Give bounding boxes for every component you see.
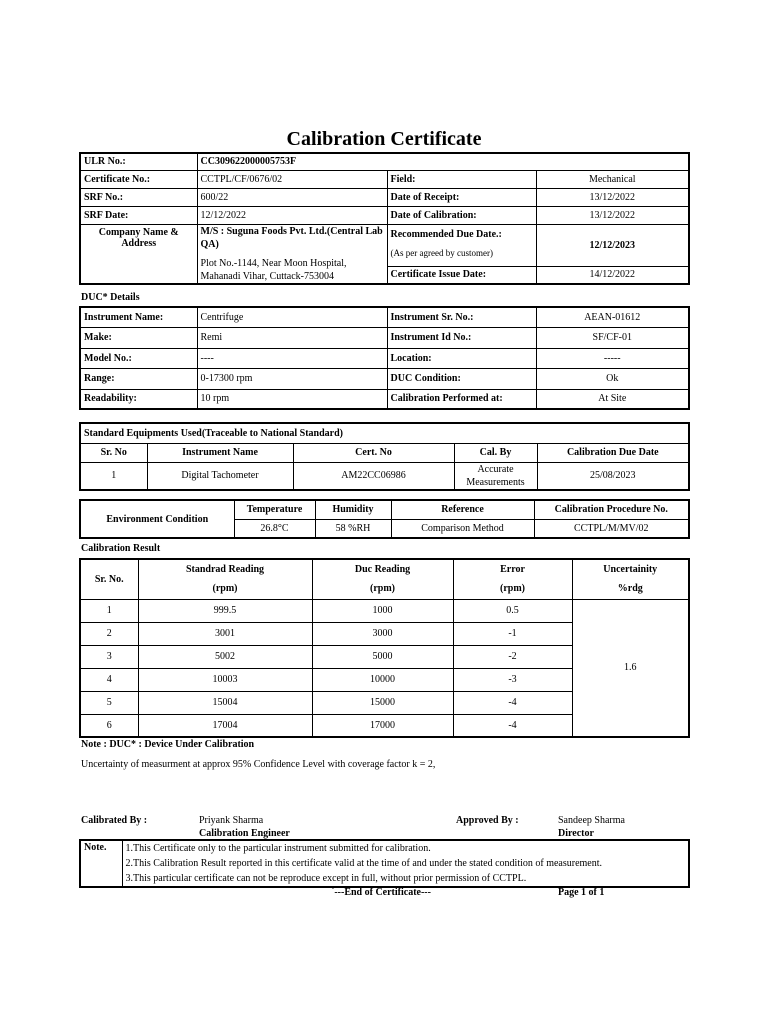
company-label: Company Name & Address (80, 224, 197, 284)
duc-serial-label: Instrument Sr. No.: (387, 307, 536, 327)
result-sr: 2 (80, 622, 138, 645)
duc-model-value: ---- (197, 348, 387, 368)
result-col-sr: Sr. No. (80, 559, 138, 599)
result-col-std: Standrad Reading (138, 559, 312, 579)
result-col-error: Error (453, 559, 572, 579)
duc-readability-value: 10 rpm (197, 389, 387, 409)
duc-note: Note : DUC* : Device Under Calibration (81, 739, 255, 750)
calibration-date-label: Date of Calibration: (387, 206, 536, 224)
issue-date-label: Certificate Issue Date: (387, 266, 536, 284)
certificate-no-value: CCTPL/CF/0676/02 (197, 170, 387, 188)
duc-instrument-name-label: Instrument Name: (80, 307, 197, 327)
uncertainty-note: Uncertainty of measurment at approx 95% Confidence Level with coverage factor k = 2, (81, 759, 436, 770)
result-std: 999.5 (138, 599, 312, 622)
result-sr: 3 (80, 645, 138, 668)
note-line-1: 1.This Certificate only to the particular instrument submitted for calibration. (125, 843, 431, 854)
std-col-sr: Sr. No (80, 443, 147, 462)
duc-instrument-name-value: Centrifuge (197, 307, 387, 327)
result-error: -4 (453, 714, 572, 737)
duc-performed-at-value: At Site (536, 389, 689, 409)
duc-make-label: Make: (80, 327, 197, 348)
std-sr: 1 (80, 462, 147, 490)
env-temperature: 26.8°C (234, 519, 315, 538)
receipt-date-label: Date of Receipt: (387, 188, 536, 206)
duc-section-label: DUC* Details (81, 292, 140, 303)
result-error: -4 (453, 691, 572, 714)
standard-heading: Standard Equipments Used(Traceable to National Standard) (80, 423, 689, 443)
duc-readability-label: Readability: (80, 389, 197, 409)
approved-by-name: Sandeep Sharma (558, 815, 625, 826)
result-error: -2 (453, 645, 572, 668)
duc-serial-value: AEAN-01612 (536, 307, 689, 327)
result-error: -1 (453, 622, 572, 645)
env-col-reference: Reference (391, 500, 534, 519)
std-calby: Accurate Measurements (454, 462, 537, 490)
duc-condition-value: Ok (536, 368, 689, 389)
notes-table (79, 839, 690, 888)
result-duc: 17000 (312, 714, 453, 737)
std-col-instrument: Instrument Name (147, 443, 293, 462)
certificate-no-label: Certificate No.: (80, 170, 197, 188)
result-std: 10003 (138, 668, 312, 691)
duc-location-value: ----- (536, 348, 689, 368)
result-section-label: Calibration Result (81, 543, 161, 554)
issue-date-value: 14/12/2022 (536, 266, 689, 284)
due-date-cell (387, 224, 536, 266)
environment-table (79, 499, 690, 539)
result-col-uncertainty: Uncertainity (572, 559, 689, 579)
due-date-label: Recommended Due Date.: (390, 228, 502, 240)
calibrated-by-role: Calibration Engineer (199, 828, 290, 839)
receipt-date-value: 13/12/2022 (536, 188, 689, 206)
result-error: -3 (453, 668, 572, 691)
notes-lines (122, 840, 689, 887)
note-line-2: 2.This Calibration Result reported in this certificate valid at the time of and under the stated condition of measurement. (125, 858, 603, 869)
ulr-value: CC309622000005753F (197, 153, 689, 170)
note-line-3: 3.This particular certificate can not be reproduce except in full, without prior permission of CCTPL. (125, 873, 527, 884)
srf-no-label: SRF No.: (80, 188, 197, 206)
result-col-duc: Duc Reading (312, 559, 453, 579)
page-number: Page 1 of 1 (558, 887, 605, 898)
srf-date-label: SRF Date: (80, 206, 197, 224)
field-value: Mechanical (536, 170, 689, 188)
ulr-label: ULR No.: (80, 153, 197, 170)
due-date-note: (As per agreed by customer) (390, 247, 493, 258)
result-std: 5002 (138, 645, 312, 668)
result-sr: 4 (80, 668, 138, 691)
calibrated-by-label: Calibrated By : (81, 815, 148, 826)
end-of-certificate: `---End of Certificate--- (331, 887, 431, 898)
duc-range-label: Range: (80, 368, 197, 389)
result-std: 15004 (138, 691, 312, 714)
environment-label: Environment Condition (80, 500, 234, 538)
result-unit-duc: (rpm) (312, 579, 453, 599)
table-row (80, 599, 689, 622)
duc-table (79, 306, 690, 410)
field-label: Field: (387, 170, 536, 188)
duc-id-label: Instrument Id No.: (387, 327, 536, 348)
result-unit-std: (rpm) (138, 579, 312, 599)
std-col-calby: Cal. By (454, 443, 537, 462)
calibration-result-table (79, 558, 690, 738)
env-col-humidity: Humidity (315, 500, 391, 519)
result-unit-error: (rpm) (453, 579, 572, 599)
duc-make-value: Remi (197, 327, 387, 348)
env-col-temperature: Temperature (234, 500, 315, 519)
approved-by-role: Director (558, 828, 594, 839)
result-duc: 5000 (312, 645, 453, 668)
env-reference: Comparison Method (391, 519, 534, 538)
env-humidity: 58 %RH (315, 519, 391, 538)
page-title: Calibration Certificate (286, 128, 482, 150)
result-sr: 6 (80, 714, 138, 737)
duc-id-value: SF/CF-01 (536, 327, 689, 348)
duc-model-label: Model No.: (80, 348, 197, 368)
duc-range-value: 0-17300 rpm (197, 368, 387, 389)
company-address: Plot No.-1144, Near Moon Hospital, Mahanadi Vihar, Cuttack-753004 (200, 257, 347, 282)
result-error: 0.5 (453, 599, 572, 622)
std-instrument: Digital Tachometer (147, 462, 293, 490)
duc-location-label: Location: (387, 348, 536, 368)
approved-by-label: Approved By : (456, 815, 519, 826)
due-date-value: 12/12/2023 (536, 224, 689, 266)
srf-date-value: 12/12/2022 (197, 206, 387, 224)
result-std: 17004 (138, 714, 312, 737)
env-procedure: CCTPL/M/MV/02 (534, 519, 689, 538)
std-col-cert: Cert. No (293, 443, 454, 462)
result-duc: 1000 (312, 599, 453, 622)
calibrated-by-name: Priyank Sharma (199, 815, 264, 826)
company-cell (197, 224, 387, 284)
result-duc: 15000 (312, 691, 453, 714)
std-due: 25/08/2023 (537, 462, 689, 490)
result-duc: 10000 (312, 668, 453, 691)
calibration-date-value: 13/12/2022 (536, 206, 689, 224)
company-name: M/S : Suguna Foods Pvt. Ltd.(Central Lab QA) (200, 225, 383, 250)
duc-performed-at-label: Calibration Performed at: (387, 389, 536, 409)
std-cert: AM22CC06986 (293, 462, 454, 490)
result-sr: 1 (80, 599, 138, 622)
result-duc: 3000 (312, 622, 453, 645)
header-table (79, 152, 690, 285)
duc-condition-label: DUC Condition: (387, 368, 536, 389)
srf-no-value: 600/22 (197, 188, 387, 206)
std-col-due: Calibration Due Date (537, 443, 689, 462)
notes-label: Note. (80, 840, 122, 887)
env-col-procedure: Calibration Procedure No. (534, 500, 689, 519)
result-std: 3001 (138, 622, 312, 645)
result-sr: 5 (80, 691, 138, 714)
standard-equipment-table (79, 422, 690, 491)
result-uncertainty: 1.6 (572, 599, 689, 737)
result-unit-uncertainty: %rdg (572, 579, 689, 599)
